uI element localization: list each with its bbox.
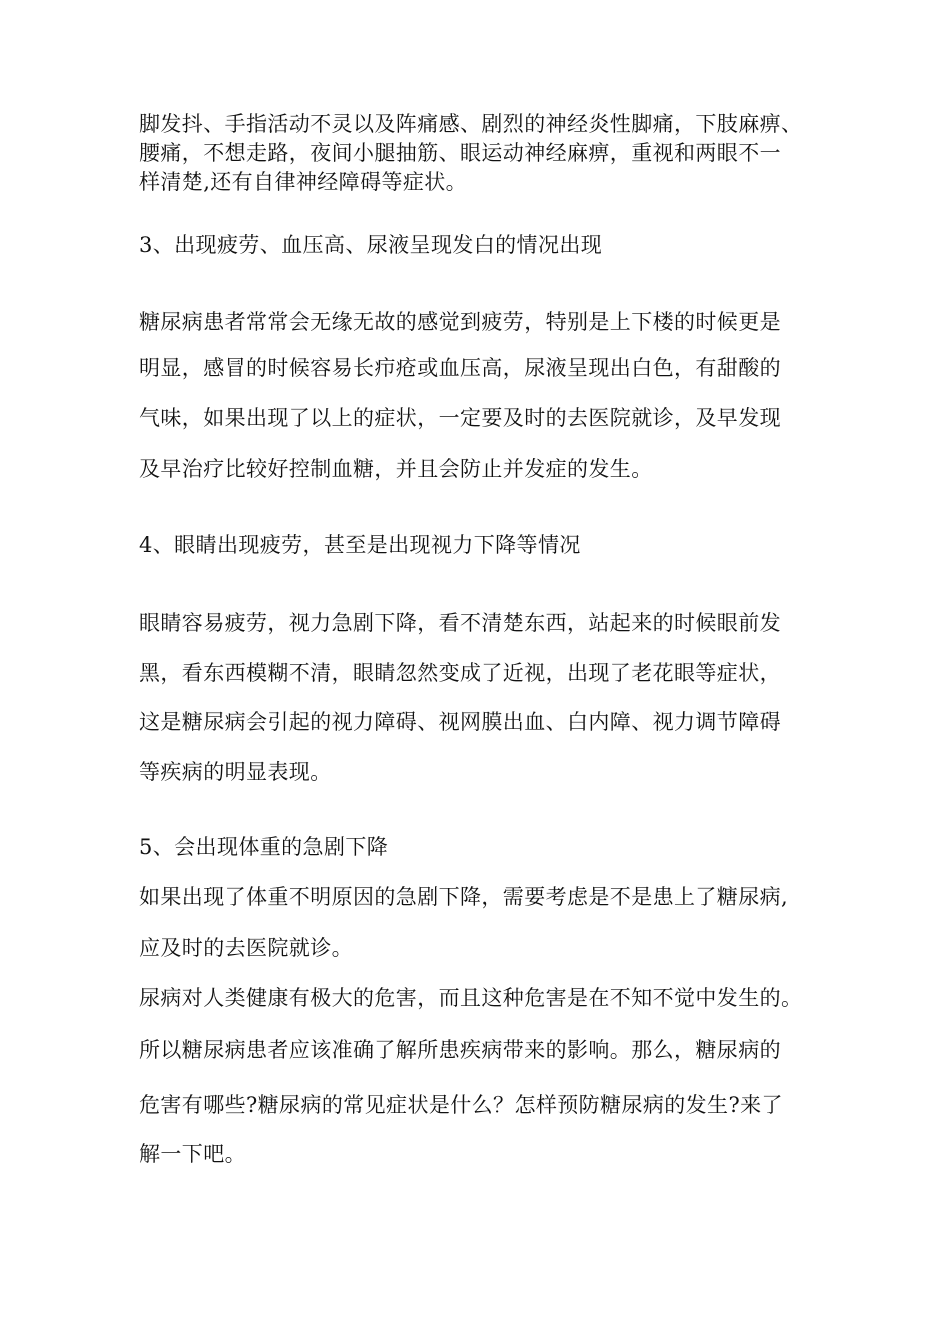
paragraph-line: 气味，如果出现了以上的症状，一定要及时的去医院就诊，及早发现 [139,406,781,430]
paragraph-line: 尿病对人类健康有极大的危害，而且这种危害是在不知不觉中发生的。 [139,986,803,1010]
paragraph-line: 眼睛容易疲劳，视力急剧下降，看不清楚东西，站起来的时候眼前发 [139,611,781,635]
paragraph-line: 及早治疗比较好控制血糖，并且会防止并发症的发生。 [139,457,653,481]
section-heading-4: 4、眼睛出现疲劳，甚至是出现视力下降等情况 [139,533,581,557]
paragraph-line: 这是糖尿病会引起的视力障碍、视网膜出血、白内障、视力调节障碍 [139,710,781,734]
paragraph-line: 如果出现了体重不明原因的急剧下降，需要考虑是不是患上了糖尿病, [139,885,789,909]
paragraph-line: 样清楚,还有自律神经障碍等症状。 [139,170,468,194]
section-heading-3: 3、出现疲劳、血压高、尿液呈现发白的情况出现 [139,233,603,257]
paragraph-line: 糖尿病患者常常会无缘无故的感觉到疲劳，特别是上下楼的时候更是 [139,310,781,334]
paragraph-line: 危害有哪些?糖尿病的常见症状是什么？怎样预防糖尿病的发生?来了 [139,1093,783,1117]
paragraph-line: 等疾病的明显表现。 [139,760,332,784]
section-heading-5: 5、会出现体重的急剧下降 [139,835,389,859]
paragraph-line: 明显，感冒的时候容易长疖疮或血压高，尿液呈现出白色，有甜酸的 [139,356,781,380]
paragraph-line: 应及时的去医院就诊。 [139,936,353,960]
paragraph-line: 黑，看东西模糊不清，眼睛忽然变成了近视，出现了老花眼等症状， [139,661,781,685]
paragraph-line: 脚发抖、手指活动不灵以及阵痛感、剧烈的神经炎性脚痛，下肢麻痹、 [139,112,803,136]
paragraph-line: 所以糖尿病患者应该准确了解所患疾病带来的影响。那么，糖尿病的 [139,1038,781,1062]
paragraph-line: 解一下吧。 [139,1142,246,1166]
paragraph-line: 腰痛，不想走路，夜间小腿抽筋、眼运动神经麻痹，重视和两眼不一 [139,141,781,165]
